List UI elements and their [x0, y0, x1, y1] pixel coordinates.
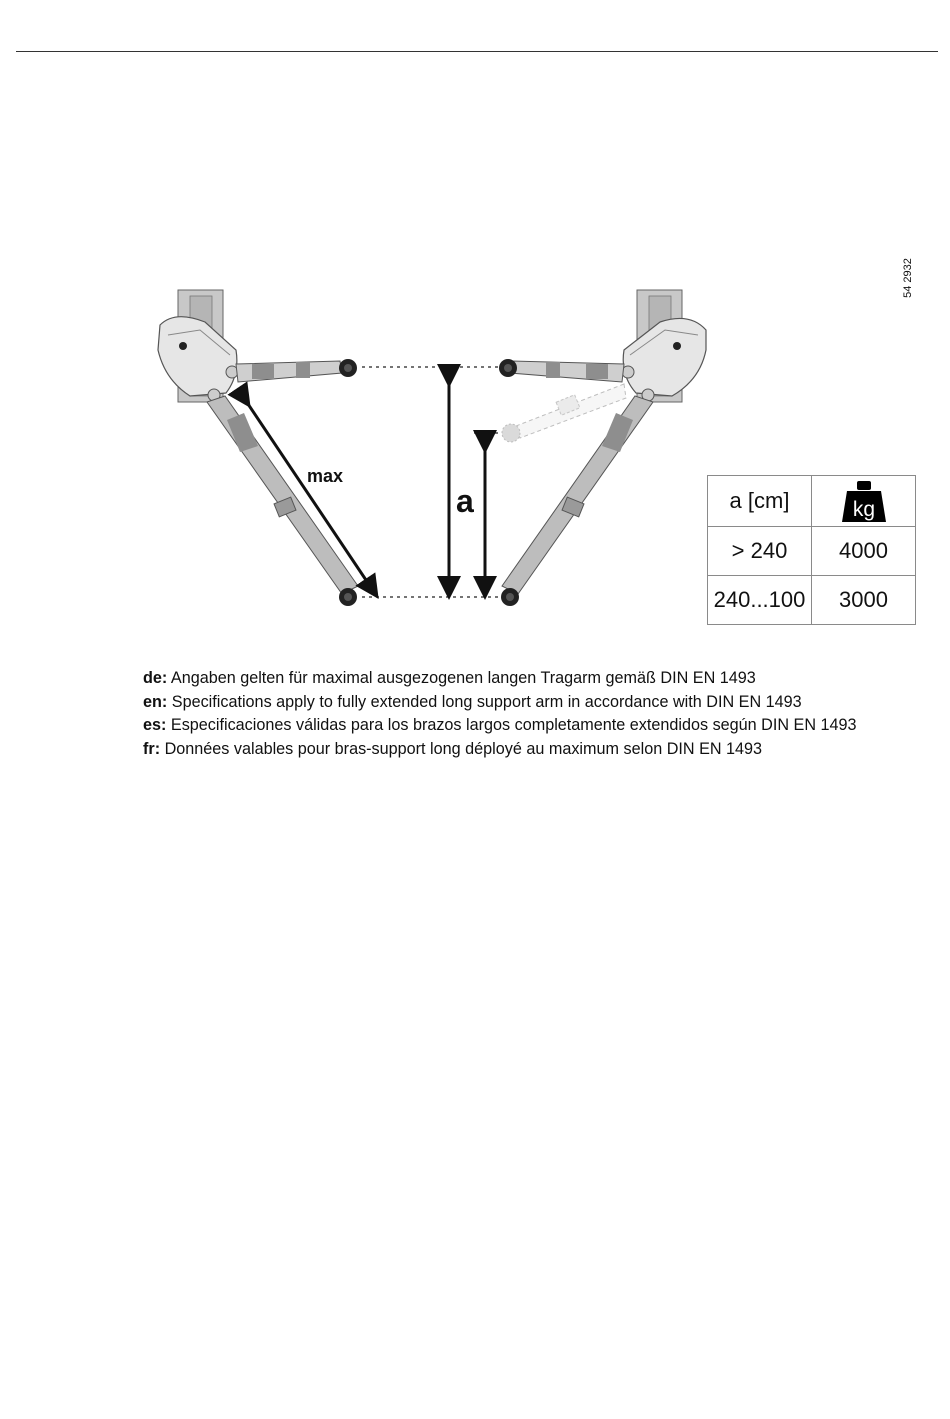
- max-dimension-arrow: [244, 398, 372, 589]
- weight-kg-icon: [840, 479, 888, 523]
- right-short-arm: [499, 359, 624, 382]
- note-lang: de:: [143, 669, 168, 687]
- note-de: [143, 667, 857, 691]
- row-a-value: 240...100: [708, 576, 812, 625]
- note-lang: en:: [143, 692, 168, 711]
- right-carriage: [622, 318, 706, 401]
- note-es: [143, 714, 857, 738]
- table-header-row: [708, 476, 916, 527]
- row-a-value: > 240: [708, 527, 812, 576]
- multilingual-notes: [143, 667, 857, 761]
- load-capacity-table: [707, 475, 916, 625]
- reference-lines: [362, 367, 500, 597]
- left-long-arm: [207, 396, 358, 606]
- table-row: [708, 576, 916, 625]
- header-weight: [812, 476, 916, 527]
- note-lang: fr:: [143, 739, 161, 758]
- note-text: Especificaciones válidas para los brazos largos completamente extendidos según DIN EN 1493: [170, 716, 857, 734]
- note-text: Données valables pour bras-support long déployé au maximum selon DIN EN 1493: [164, 739, 763, 758]
- note-text: Angaben gelten für maximal ausgezogenen langen Tragarm gemäß DIN EN 1493: [170, 669, 756, 687]
- figure-id: 54 2932: [902, 258, 914, 298]
- a-dimension-arrow: [449, 376, 485, 588]
- left-carriage: [158, 317, 238, 401]
- max-label: max: [307, 466, 344, 486]
- note-lang: es:: [143, 716, 167, 734]
- a-label: a: [456, 483, 474, 519]
- note-en: [143, 691, 857, 715]
- table-row: [708, 527, 916, 576]
- note-text: Specifications apply to fully extended long support arm in accordance with DIN EN 1493: [171, 692, 802, 711]
- row-kg-value: 4000: [812, 527, 916, 576]
- weight-icon-text: kg: [852, 498, 875, 521]
- left-short-arm: [236, 359, 357, 382]
- row-kg-value: 3000: [812, 576, 916, 625]
- header-a-cm: a [cm]: [708, 476, 812, 527]
- note-fr: [143, 738, 857, 762]
